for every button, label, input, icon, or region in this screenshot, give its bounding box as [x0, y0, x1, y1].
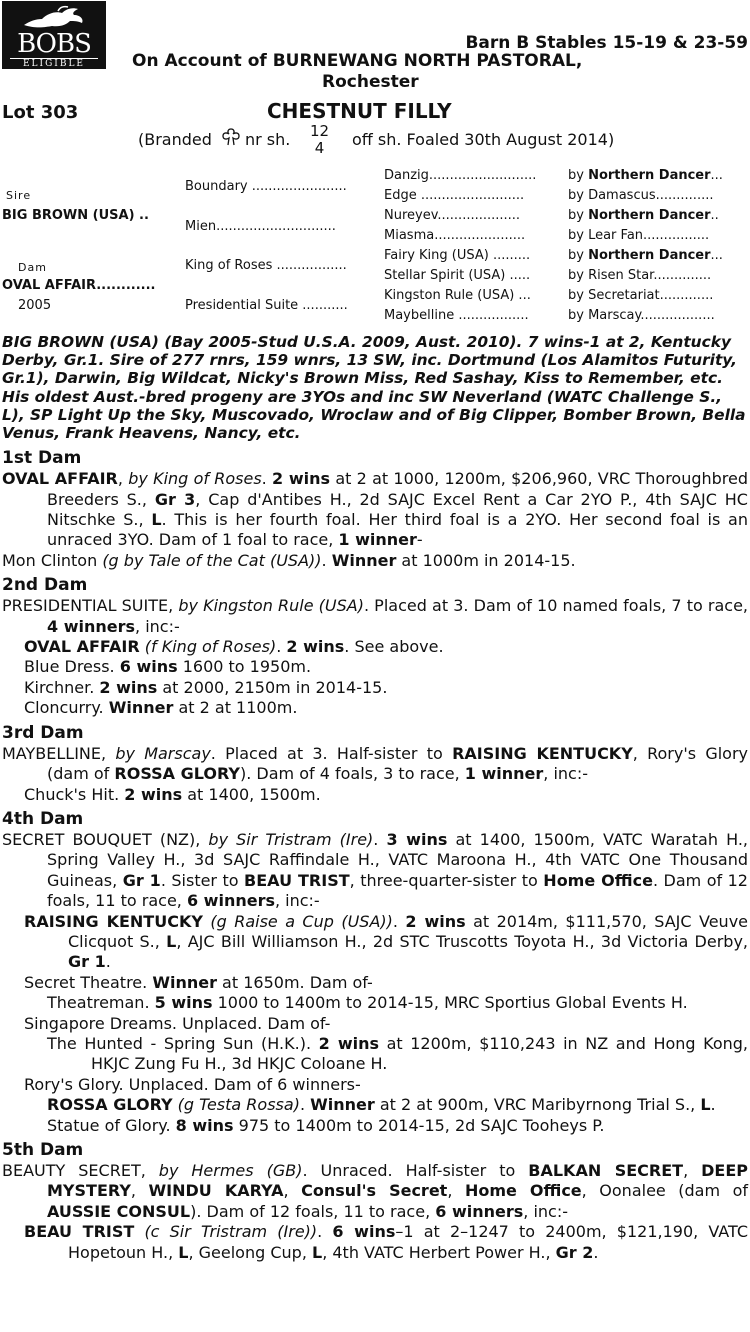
- ggp-name-8: Maybelline .................: [384, 308, 529, 323]
- dam-name: OVAL AFFAIR............: [2, 278, 156, 293]
- third-dam-paragraph: MAYBELLINE, by Marscay. Placed at 3. Half-sister to RAISING KENTUCKY, Rory's Glory (dam of ROSSA GLORY). Dam of 4 foals, 3 to race, 1 winner, inc:-: [2, 743, 749, 784]
- second-dam-progeny-3: Kirchner. 2 wins at 2000, 2150m in 2014-15.: [24, 677, 388, 697]
- first-dam-winner: Mon Clinton (g by Tale of the Cat (USA)). Winner at 1000m in 2014-15.: [2, 550, 576, 570]
- ggp-name-5: Fairy King (USA) .........: [384, 248, 531, 263]
- ggp-sire-8: by Marscay..................: [568, 308, 715, 323]
- dam-foaled-year: 2005: [18, 298, 52, 313]
- ggp-by-5: by: [568, 248, 589, 263]
- ggp-by-1: by: [568, 168, 589, 183]
- ggp-sire-7: by Secretariat.............: [568, 288, 714, 303]
- barn-location: Barn B Stables 15-19 & 23-59: [465, 33, 748, 53]
- grandsire-sire: Boundary .......................: [185, 179, 347, 194]
- brand-near-side: nr sh.: [245, 130, 291, 149]
- ggp-sire-6: by Risen Star..............: [568, 268, 712, 283]
- fourth-dam-grandprogeny-2: The Hunted - Spring Sun (H.K.). 2 wins at 1200m, $110,243 in NZ and Hong Kong, HKJC Zung Fu H., 3d HKJC Coloane H.: [47, 1033, 749, 1074]
- clover-brand-icon: [220, 126, 242, 148]
- horse-icon: [22, 5, 86, 31]
- ggp-tail-3: ..: [710, 208, 719, 223]
- fourth-dam-progeny-1: RAISING KENTUCKY (g Raise a Cup (USA)). 2 wins at 2014m, $111,570, SAJC Veuve Clicquot S., L, AJC Bill Williamson H., 2d STC Truscotts Toyota H., 3d Victoria Derby, Gr 1.: [24, 911, 749, 972]
- ggp-sire-5: [568, 248, 723, 263]
- vendor-account: On Account of BURNEWANG NORTH PASTORAL,: [132, 51, 583, 71]
- third-dam-progeny-1: Chuck's Hit. 2 wins at 1400, 1500m.: [24, 784, 321, 804]
- ggp-sire-bold-5: Northern Dancer: [588, 248, 711, 263]
- ggp-sire-3: [568, 208, 719, 223]
- second-dam-heading: 2nd Dam: [2, 575, 88, 596]
- second-dam-progeny-4: Cloncurry. Winner at 2 at 1100m.: [24, 698, 298, 718]
- third-dam-heading: 3rd Dam: [2, 722, 84, 743]
- fourth-dam-grandprogeny-1: Theatreman. 5 wins 1000 to 1400m to 2014-15, MRC Sportius Global Events H.: [47, 993, 688, 1013]
- vendor-location: Rochester: [322, 72, 419, 92]
- fourth-dam-progeny-4: Rory's Glory. Unplaced. Dam of 6 winners-: [24, 1074, 361, 1094]
- logo-wordmark: BOBS: [17, 29, 91, 59]
- brand-number-bottom: 4: [314, 139, 325, 157]
- first-dam-paragraph: OVAL AFFAIR, by King of Roses. 2 wins at 2 at 1000, 1200m, $206,960, VRC Thoroughbred Breeders S., Gr 3, Cap d'Antibes H., 2d SAJC Excel Rent a Car 2YO P., 4th SAJC HC Nitschke S., L. This is her fourth foal. Her third foal is a 2YO. Her second foal is an unraced 3YO. Dam of 1 foal to race, 1 winner-: [2, 469, 749, 550]
- lot-description: CHESTNUT FILLY: [267, 99, 452, 123]
- catalogue-body: [2, 333, 748, 1263]
- sire-name: BIG BROWN (USA) ..: [2, 208, 149, 223]
- fourth-dam-heading: 4th Dam: [2, 808, 84, 829]
- fourth-dam-progeny-2: Secret Theatre. Winner at 1650m. Dam of-: [24, 972, 373, 992]
- ggp-sire-bold-1: Northern Dancer: [588, 168, 711, 183]
- fifth-dam-paragraph: BEAUTY SECRET, by Hermes (GB). Unraced. Half-sister to BALKAN SECRET, DEEP MYSTERY, WINDU KARYA, Consul's Secret, Home Office, Oonalee (dam of AUSSIE CONSUL). Dam of 12 foals, 11 to race, 6 winners, inc:-: [2, 1161, 749, 1221]
- ggp-tail-5: ...: [710, 248, 723, 263]
- ggp-by-3: by: [568, 208, 589, 223]
- grandsire-dam: King of Roses .................: [185, 258, 347, 273]
- ggp-sire-2: by Damascus..............: [568, 188, 714, 203]
- brand-suffix: off sh. Foaled 30th August 2014): [352, 130, 615, 149]
- ggp-sire-1: [568, 168, 723, 183]
- lot-number: Lot 303: [2, 102, 79, 123]
- fourth-dam-paragraph: SECRET BOUQUET (NZ), by Sir Tristram (Ire). 3 wins at 1400, 1500m, VATC Waratah H., Spring Valley H., 3d SAJC Raffindale H., VATC Maroona H., 4th VATC One Thousand Guineas, Gr 1. Sister to BEAU TRIST, three-quarter-sister to Home Office. Dam of 12 foals, 11 to race, 6 winners, inc:-: [2, 829, 748, 911]
- fourth-dam-grandprogeny-4: Statue of Glory. 8 wins 975 to 1400m to 2014-15, 2d SAJC Tooheys P.: [47, 1115, 605, 1135]
- ggp-name-1: Danzig..........................: [384, 168, 537, 183]
- ggp-sire-4: by Lear Fan................: [568, 228, 710, 243]
- ggp-name-2: Edge .........................: [384, 188, 525, 203]
- ggp-sire-bold-3: Northern Dancer: [588, 208, 711, 223]
- first-dam-heading: 1st Dam: [2, 448, 82, 469]
- ggp-name-3: Nureyev....................: [384, 208, 521, 223]
- bobs-eligible-logo: [2, 1, 106, 69]
- second-dam-paragraph: PRESIDENTIAL SUITE, by Kingston Rule (USA). Placed at 3. Dam of 10 named foals, 7 to race, 4 winners, inc:-: [2, 596, 749, 636]
- brand-number-top: 12: [310, 122, 330, 140]
- second-dam-progeny-2: Blue Dress. 6 wins 1600 to 1950m.: [24, 657, 312, 677]
- sire-summary: BIG BROWN (USA) (Bay 2005-Stud U.S.A. 2009, Aust. 2010). 7 wins-1 at 2, Kentucky Derby, Gr.1. Sire of 277 rnrs, 159 wnrs, 13 SW, inc. Dortmund (Los Alamitos Futurity, Gr.1), Darwin, Big Wildcat, Nicky's Brown Miss, Red Sashay, Kiss to Remember, etc. His oldest Aust.-bred progeny are 3YOs and inc SW Neverland (WATC Challenge S., L), SP Light Up the Sky, Muscovado, Wroclaw and of Big Clipper, Bomber Brown, Bella Venus, Frank Heavens, Nancy, etc.: [2, 333, 746, 443]
- ggp-name-6: Stellar Spirit (USA) .....: [384, 268, 531, 283]
- brand-prefix: (Branded: [138, 130, 212, 149]
- fifth-dam-progeny-1: BEAU TRIST (c Sir Tristram (Ire)). 6 wins–1 at 2–1247 to 2400m, $121,190, VATC Hopetoun H., L, Geelong Cup, L, 4th VATC Herbert Power H., Gr 2.: [24, 1222, 749, 1262]
- sire-label: Sire: [6, 189, 32, 202]
- fifth-dam-heading: 5th Dam: [2, 1140, 84, 1160]
- logo-subtitle: ELIGIBLE: [10, 58, 98, 70]
- ggp-name-7: Kingston Rule (USA) ...: [384, 288, 531, 303]
- ggp-name-4: Miasma......................: [384, 228, 526, 243]
- brand-off-side-numbers: [310, 123, 329, 157]
- granddam-dam: Presidential Suite ...........: [185, 298, 348, 313]
- fourth-dam-progeny-3: Singapore Dreams. Unplaced. Dam of-: [24, 1013, 331, 1033]
- ggp-tail-1: ...: [710, 168, 723, 183]
- dam-label: Dam: [18, 261, 47, 274]
- granddam-sire: Mien.............................: [185, 219, 336, 234]
- second-dam-progeny-1: OVAL AFFAIR (f King of Roses). 2 wins. See above.: [24, 637, 444, 657]
- fourth-dam-grandprogeny-3: ROSSA GLORY (g Testa Rossa). Winner at 2 at 900m, VRC Maribyrnong Trial S., L.: [47, 1095, 716, 1115]
